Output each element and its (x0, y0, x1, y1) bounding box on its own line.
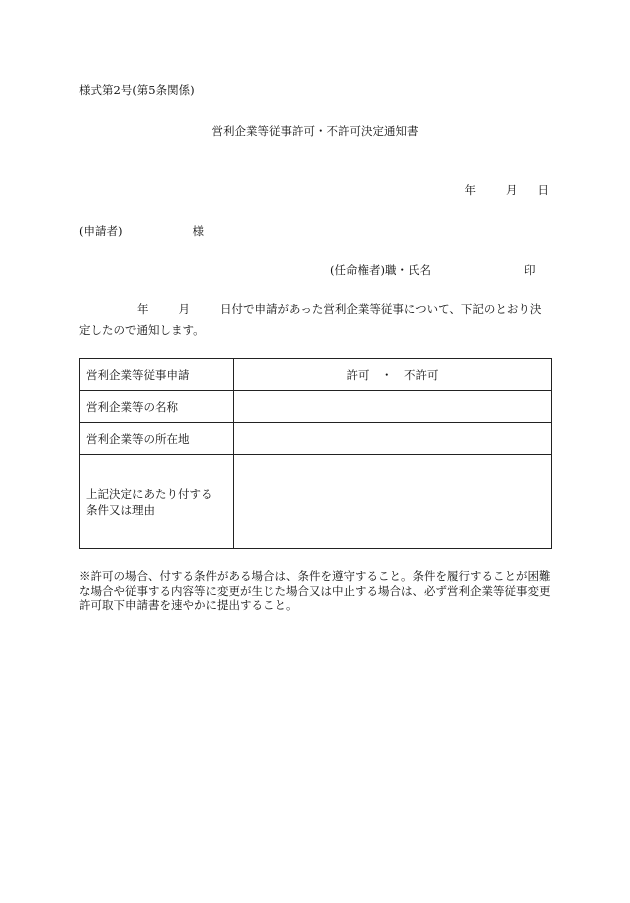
table-row (80, 359, 552, 391)
authority-label: (任命権者)職・氏名 (330, 263, 431, 277)
body-paragraph (79, 299, 551, 341)
authority-line (330, 262, 535, 278)
row-label: 営利企業等の名称 (80, 391, 234, 423)
note-text: ※許可の場合、付する条件がある場合は、条件を遵守すること。条件を履行することが困難な場合や従事する内容等に変更が生じた場合又は中止する場合は、必ず営利企業等従事変更許可取下申請書を速やかに提出すること。 (79, 569, 551, 612)
conditions-label-line2: 条件又は理由 (86, 502, 155, 517)
date-line (465, 182, 550, 198)
row-label: 営利企業等の所在地 (80, 423, 234, 455)
body-year: 年 (137, 302, 149, 316)
body-text: 日付で申請があった営利企業等従事について、下記のとおり決定したので通知します。 (79, 302, 542, 337)
applicant-line (79, 223, 204, 239)
row-label (80, 455, 234, 549)
table-row (80, 391, 552, 423)
seal-mark: 印 (523, 263, 536, 277)
date-day: 日 (537, 183, 549, 197)
form-number: 様式第2号(第5条関係) (79, 83, 195, 97)
row-label: 営利企業等従事申請 (80, 359, 234, 391)
body-month: 月 (178, 302, 190, 316)
conditions-value (234, 455, 552, 549)
table-row (80, 455, 552, 549)
date-month: 月 (506, 183, 518, 197)
applicant-label: (申請者) (79, 224, 123, 238)
document-title: 営利企業等従事許可・不許可決定通知書 (211, 124, 419, 138)
date-year: 年 (464, 183, 476, 197)
table-row (80, 423, 552, 455)
conditions-label-line1: 上記決定にあたり付する (86, 486, 213, 501)
company-name-value (234, 391, 552, 423)
company-address-value (234, 423, 552, 455)
info-table (79, 358, 552, 549)
decision-value: 許可 ・ 不許可 (234, 359, 552, 391)
applicant-honorific: 様 (192, 224, 204, 238)
